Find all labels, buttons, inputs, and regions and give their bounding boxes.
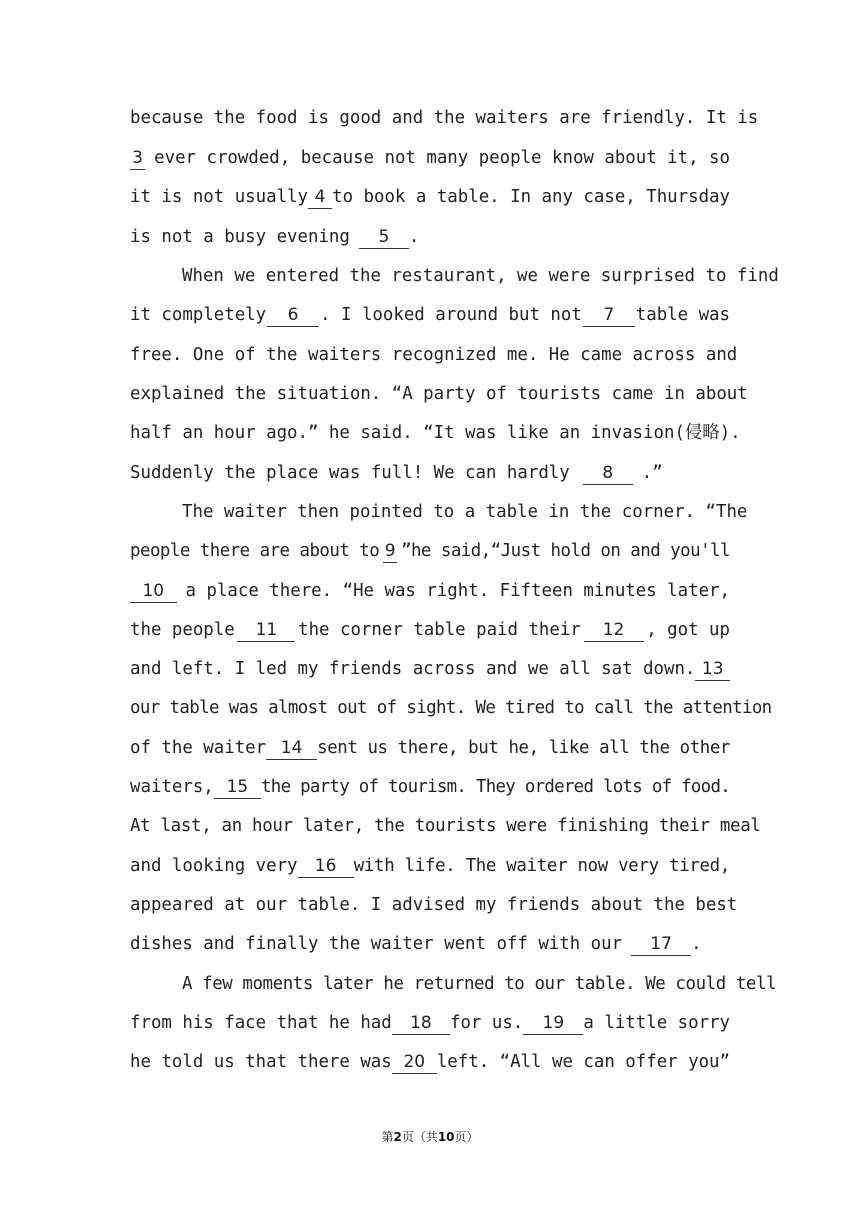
text-segment: At last, an hour later, the tourists were finishing their meal [130, 816, 761, 836]
text-line-5 [182, 261, 779, 291]
text-segment: the corner table paid their [298, 620, 581, 640]
text-line-23 [182, 969, 777, 999]
blank-4: 4 [308, 186, 332, 209]
text-line-22 [130, 929, 730, 959]
text-segment: it completely [130, 305, 267, 325]
text-segment: our table was almost out of sight. We tired to call the attention [130, 698, 772, 718]
text-line-19 [130, 811, 761, 841]
text-segment: . I looked around but not [320, 305, 582, 325]
text-line-2 [130, 143, 730, 173]
text-segment: . [691, 934, 702, 954]
blank-6: 6 [267, 304, 319, 327]
blank-8: 8 [583, 462, 633, 485]
text-segment: table was [635, 305, 730, 325]
text-line-25 [130, 1047, 730, 1077]
text-segment: he told us that there was [130, 1052, 392, 1072]
text-segment: Suddenly the place was full! We can hardly [130, 463, 570, 483]
text-line-17 [130, 733, 730, 763]
blank-15: 15 [214, 776, 261, 799]
text-segment: is not a busy evening [130, 227, 350, 247]
blank-14: 14 [266, 737, 317, 760]
text-line-21 [130, 890, 738, 920]
text-line-7 [130, 340, 738, 370]
text-line-18 [130, 772, 730, 802]
footer-prefix: 第 [381, 1130, 394, 1144]
text-line-8 [130, 379, 748, 409]
text-segment: sent us there, but he, like all the other [317, 738, 730, 758]
text-line-11 [182, 497, 748, 527]
blank-11: 11 [237, 619, 295, 642]
blank-7: 7 [583, 304, 635, 327]
text-segment: because the food is good and the waiters are friendly. It is [130, 108, 759, 128]
text-segment: free. One of the waiters recognized me. He came across and [130, 345, 738, 365]
footer-page-number: 2 [393, 1130, 402, 1144]
text-segment: .” [641, 463, 663, 483]
text-line-20 [130, 851, 730, 881]
text-line-14 [130, 615, 730, 645]
text-segment: and looking very [130, 856, 298, 876]
blank-5: 5 [359, 226, 409, 249]
text-line-6 [130, 300, 730, 330]
blank-17: 17 [631, 933, 691, 956]
blank-9: 9 [384, 541, 396, 561]
text-line-3 [130, 182, 730, 212]
footer-total-pages: 10 [437, 1130, 455, 1144]
text-segment: for us. [449, 1013, 524, 1033]
text-segment: people there are about to [130, 541, 380, 561]
footer-suffix: 页） [454, 1130, 479, 1144]
text-line-13 [130, 576, 730, 606]
text-line-15 [130, 654, 730, 684]
blank-16: 16 [298, 855, 354, 878]
text-line-16 [130, 693, 772, 723]
text-segment: a little sorry [583, 1013, 730, 1033]
text-segment: ever crowded, because not many people know about it, so [154, 148, 730, 168]
blank-19: 19 [523, 1012, 583, 1035]
text-line-12 [130, 536, 730, 566]
blank-13: 13 [695, 658, 730, 681]
text-segment: When we entered the restaurant, we were surprised to find [182, 266, 779, 286]
text-segment: with life. The waiter now very tired, [353, 856, 730, 876]
text-line-1 [130, 103, 759, 133]
text-segment: dishes and finally the waiter went off with our [130, 934, 623, 954]
text-segment: ”he said,“Just hold on and you'll [400, 541, 730, 561]
text-segment: to book a table. In any case, Thursday [332, 187, 730, 207]
text-segment: the people [130, 620, 235, 640]
text-segment: the party of tourism. They ordered lots of food. [261, 777, 730, 797]
page-footer [0, 1128, 860, 1145]
text-segment: half an hour ago.” he said. “It was like an invasion(侵略). [130, 423, 741, 443]
text-line-9 [130, 418, 741, 448]
text-segment: of the waiter [130, 738, 267, 758]
text-segment: from his face that he had [130, 1013, 392, 1033]
text-line-10 [130, 458, 730, 488]
text-line-4 [130, 222, 730, 252]
text-segment: appeared at our table. I advised my friends about the best [130, 895, 738, 915]
blank-10: 10 [130, 580, 177, 603]
text-segment: A few moments later he returned to our table. We could tell [182, 974, 777, 994]
text-segment: a place there. “He was right. Fifteen minutes later, [185, 581, 730, 601]
text-segment: , got up [646, 620, 730, 640]
text-segment: The waiter then pointed to a table in the corner. “The [182, 502, 748, 522]
text-segment: . [408, 227, 420, 247]
footer-mid: 页（共 [401, 1130, 438, 1144]
text-segment: left. “All we can offer you” [436, 1052, 730, 1072]
blank-12: 12 [584, 619, 644, 642]
text-segment: explained the situation. “A party of tourists came in about [130, 384, 748, 404]
text-segment: and left. I led my friends across and we all sat down. [130, 659, 696, 679]
blank-18: 18 [392, 1012, 450, 1035]
blank-3: 3 [130, 147, 145, 170]
text-line-24 [130, 1008, 730, 1038]
text-segment: it is not usually [130, 187, 308, 207]
text-segment: waiters, [130, 777, 214, 797]
blank-20: 20 [392, 1051, 437, 1074]
